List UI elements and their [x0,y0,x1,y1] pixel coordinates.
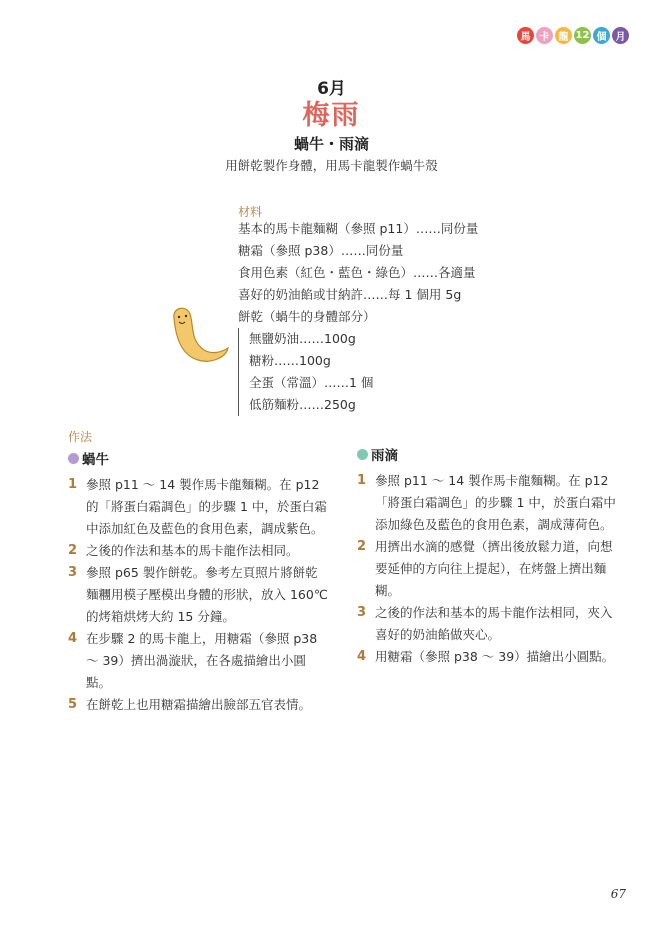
header-badge: 個 [593,27,610,44]
page-subtitle: 蝸牛・雨滴 [293,135,369,153]
step-text: 在步驟 2 的馬卡龍上，用糖霜（參照 p38 ～ 39）擠出渦漩狀，在各處描繪出小圓點。 [86,631,318,690]
material-item: 糖霜（參照 p38）……同份量 [238,243,404,258]
step-text: 之後的作法和基本的馬卡龍作法相同，夾入喜好的奶油餡做夾心。 [375,605,613,642]
cookie-ingredient: 低筋麵粉……250g [249,397,356,412]
snail-cookie-illustration [160,300,232,370]
purple-dot-icon [68,453,79,464]
step-text: 在餅乾上也用糖霜描繪出臉部五官表情。 [86,697,312,712]
step-text: 參照 p11 ～ 14 製作馬卡龍麵糊。在 p12 「將蛋白霜調色」的步驟 1 中，於蛋白霜中添加綠色及藍色的食用色素，調成薄荷色。 [375,473,616,532]
step-number: 1 [68,477,78,492]
cookie-ingredient: 全蛋（常溫）……1 個 [249,375,374,390]
step-item [68,628,328,694]
snail-title-text: 蝸牛 [82,452,109,468]
step-item [68,540,328,562]
header-badges [517,27,629,44]
step-item [357,470,617,536]
materials-list [238,218,478,328]
header-badge: 卡 [536,27,553,44]
step-text: 用糖霜（參照 p38 ～ 39）描繪出小圓點。 [375,649,615,664]
material-item: 基本的馬卡龍麵糊（參照 p11）……同份量 [238,221,479,236]
method-heading: 作法 [68,430,93,444]
material-item: 喜好的奶油餡或甘納許……每 1 個用 5g [238,287,462,302]
step-item [357,646,617,668]
green-dot-icon [357,449,368,460]
cookie-ingredient: 無鹽奶油……100g [249,331,356,346]
step-number: 1 [357,473,367,488]
snail-section-title [68,448,328,468]
step-text: 參照 p65 製作餅乾。參考左頁照片將餅乾麵糰用模子壓模出身體的形狀，放入 160℃ 的烤箱烘烤大約 15 分鐘。 [86,565,328,624]
step-number: 3 [68,565,78,580]
step-item [68,562,328,628]
header-badge: 12 [574,27,591,44]
raindrop-section-title [357,444,617,464]
step-item [68,474,328,540]
header-badge: 龍 [555,27,572,44]
step-number: 4 [68,631,78,646]
page-title: 梅雨 [302,100,361,131]
step-number: 2 [68,543,78,558]
raindrop-title-text: 雨滴 [371,448,398,464]
step-number: 2 [357,539,367,554]
material-item: 食用色素（紅色・藍色・綠色）……各適量 [238,265,476,280]
month-label: 6月 [317,79,346,99]
header-badge: 月 [612,27,629,44]
material-item: 餅乾（蝸牛的身體部分） [238,309,376,324]
step-text: 之後的作法和基本的馬卡龍作法相同。 [86,543,299,558]
step-item [357,602,617,646]
step-number: 3 [357,605,367,620]
snail-method-column [68,448,328,716]
step-number: 4 [357,649,367,664]
materials-heading: 材料 [238,205,263,219]
cookie-ingredients-list [238,328,373,416]
page-number: 67 [610,887,626,901]
page-description: 用餅乾製作身體，用馬卡龍製作蝸牛殼 [225,158,438,173]
step-number: 5 [68,697,78,712]
step-text: 用擠出水滴的感覺（擠出後放鬆力道，向想要延伸的方向往上提起），在烤盤上擠出麵糊。 [375,539,613,598]
step-item [357,536,617,602]
step-text: 參照 p11 ～ 14 製作馬卡龍麵糊。在 p12 的「將蛋白霜調色」的步驟 1 中，於蛋白霜中添加紅色及藍色的食用色素，調成紫色。 [86,477,327,536]
step-item [68,694,328,716]
header-badge: 馬 [517,27,534,44]
cookie-ingredient: 糖粉……100g [249,353,331,368]
raindrop-method-column [357,444,617,668]
